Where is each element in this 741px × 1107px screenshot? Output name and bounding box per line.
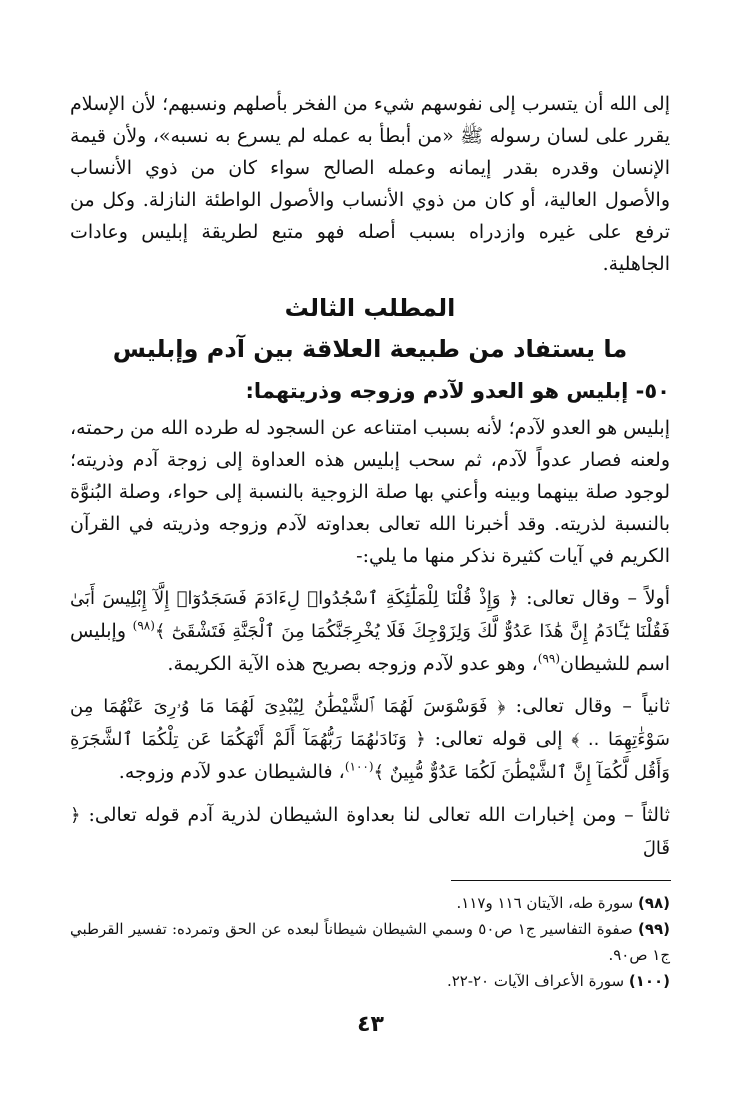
- footnote-ref-98[interactable]: (٩٨): [132, 618, 155, 633]
- second-item-verse-1: ﴿ فَوَسْوَسَ لَهُمَا ٱلشَّيْطَٰنُ لِيُبْدِىَ لَهُمَا مَا وُۥرِىَ عَنْهُمَا مِن سَوْءَٰتِهِمَا .. ﴾: [70, 696, 670, 750]
- footnote-number: (٩٨): [637, 894, 670, 912]
- first-item-text: [70, 582, 670, 680]
- intro-paragraph: إلى الله أن يتسرب إلى نفوسهم شيء من الفخر بأصلهم ونسبهم؛ لأن الإسلام يقرر على لسان رسوله ﷺ «من أبطأ به عمله لم يسرع به نسبه»، ولأن قيمة الإنسان وقدره بقدر إيمانه وعمله الصالح سواء كان من ذوي الأنساب والأصول العالية، أو كان من ذوي الأنساب والأصول الواطئة النازلة. وكل من ترفع على غيره وازدراه بسبب أصله فهو متبع لطريقة إبليس وعادات الجاهلية.: [70, 93, 670, 275]
- first-item-tail-a: وإبليس اسم للشيطان: [70, 620, 670, 675]
- third-item-text: [70, 799, 670, 865]
- footnote-100: [70, 968, 670, 994]
- footnotes: [70, 890, 670, 994]
- second-item-verse-2: ﴿ وَنَادَىٰهُمَا رَبُّهُمَآ أَلَمْ أَنْهَكُمَا عَن تِلْكُمَا ٱلشَّجَرَةِ وَأَقُل لَّكُمَآ إِنَّ ٱلشَّيْطَٰنَ لَكُمَا عَدُوٌّ مُّبِينٌ ﴾: [70, 729, 670, 783]
- first-item-lead: أولاً – وقال تعالى:: [518, 587, 671, 609]
- second-item-mid: إلى قوله تعالى:: [425, 728, 572, 750]
- footnote-ref-99[interactable]: (٩٩): [537, 651, 561, 666]
- third-item-verse: ﴿ قَالَ: [70, 805, 670, 859]
- second-item-text: [70, 690, 670, 789]
- footnote-ref-100[interactable]: (١٠٠): [344, 759, 374, 774]
- topic-paragraph: إبليس هو العدو لآدم؛ لأنه بسبب امتناعه عن السجود له طرده الله من رحمته، ولعنه فصار عدواً لآدم، ثم سحب إبليس هذه العداوة إلى زوجة آدم وذريته؛ لوجود صلة بينهما وبينه وأعني بها صلة الزوجية بالنسبة إلى حواء، وصلة البُنوَّة بالنسبة لذريته. وقد أخبرنا الله تعالى بعداوته لآدم وزوجه وذريته في القرآن الكريم في آيات كثيرة نذكر منها ما يلي:-: [70, 417, 670, 567]
- third-item: [70, 799, 670, 865]
- second-item-lead: ثانياً – وقال تعالى:: [505, 695, 670, 717]
- third-item-lead: ثالثاً – ومن إخبارات الله تعالى لنا بعداوة الشيطان لذرية آدم قوله تعالى:: [80, 804, 670, 826]
- footnote-text: سورة طه، الآيتان ١١٦ و١١٧.: [456, 894, 638, 912]
- second-item-tail: ، فالشيطان عدو لآدم وزوجه.: [118, 761, 345, 783]
- footnote-number: (٩٩): [637, 920, 671, 938]
- footnote-text: سورة الأعراف الآيات ٢٠-٢٢.: [446, 972, 629, 990]
- page-number: ٤٣: [357, 1012, 384, 1037]
- first-item: [70, 582, 670, 680]
- section-subtitle: ما يستفاد من طبيعة العلاقة بين آدم وإبليس: [112, 335, 628, 363]
- footnote-text: صفوة التفاسير ج١ ص٥٠ وسمي الشيطان شيطاناً لبعده عن الحق وتمرده: تفسير القرطبي ج١ ص٩٠.: [70, 920, 670, 964]
- footnote-98: [70, 890, 670, 916]
- page-body: [70, 88, 670, 865]
- first-item-tail-b: ، وهو عدو لآدم وزوجه بصريح هذه الآية الكريمة.: [167, 653, 538, 675]
- topic-heading: ٥٠- إبليس هو العدو لآدم وزوجه وذريتهما:: [245, 379, 670, 403]
- second-item: [70, 690, 670, 789]
- section-title: المطلب الثالث: [284, 294, 456, 322]
- footnote-99: [70, 916, 670, 968]
- first-item-verse: ﴿ وَإِذْ قُلْنَا لِلْمَلَٰٓئِكَةِ ٱسْجُدُوا۟ لِءَادَمَ فَسَجَدُوٓا۟ إِلَّآ إِبْلِيسَ أَبَىٰ فَقُلْنَا يَٰٓـَٔادَمُ إِنَّ هَٰذَا عَدُوٌّ لَّكَ وَلِزَوْجِكَ فَلَا يُخْرِجَنَّكُمَا مِنَ ٱلْجَنَّةِ فَتَشْقَىٰٓ ﴾: [70, 588, 671, 642]
- footnote-number: (١٠٠): [628, 972, 670, 990]
- footnote-divider: [451, 880, 671, 881]
